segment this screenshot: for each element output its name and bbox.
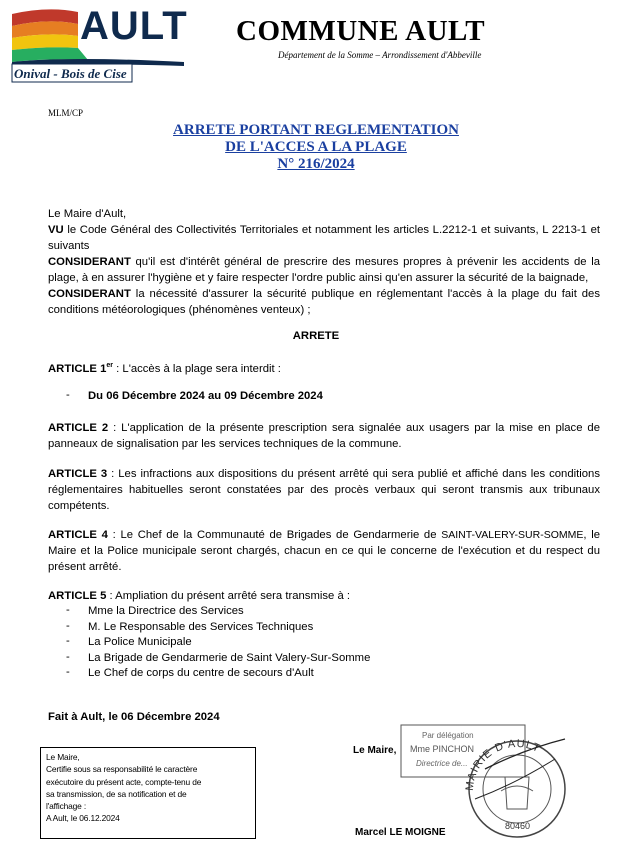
considerant-clause-1 <box>48 254 600 286</box>
place-name: SAINT-VALERY-SUR-SOMME <box>441 529 584 541</box>
article-label: ARTICLE 1 <box>48 362 107 375</box>
list-dash: - <box>66 604 70 616</box>
document-title-line-1: ARRETE PORTANT REGLEMENTATION <box>173 122 459 138</box>
article-4 <box>48 527 600 575</box>
document-number: N° 216/2024 <box>277 156 355 172</box>
box-line: l'affichage : <box>46 801 87 812</box>
considerant-clause-2 <box>48 286 600 318</box>
recipient-item: Le Chef de corps du centre de secours d'Ault <box>88 667 314 679</box>
vu-text: le Code Général des Collectivités Territoriales et notamment les articles L.2212-1 et suivants, L 2213-1 et suivants <box>48 224 600 252</box>
box-line: Certifie sous sa responsabilité le caractère <box>46 764 198 775</box>
article-text: : L'application de la présente prescription sera signalée aux usagers par la mise en place de panneaux de signalisation par les services techniques de la commune. <box>48 422 600 450</box>
article-superscript: er <box>106 362 113 369</box>
svg-text:MAIRIE D'AULT: MAIRIE D'AULT <box>463 737 543 792</box>
box-line: A Ault, le 06.12.2024 <box>46 813 120 824</box>
svg-text:Directrice de...: Directrice de... <box>416 759 468 768</box>
mairie-seal <box>455 729 575 841</box>
preamble <box>48 206 600 318</box>
article-text: : Le Chef de la Communauté de Brigades de Gendarmerie de <box>107 529 442 541</box>
article-text: : Ampliation du présent arrêté sera transmise à : <box>106 590 351 602</box>
recipient-item: Mme la Directrice des Services <box>88 605 244 617</box>
article-label: ARTICLE 2 <box>48 422 109 434</box>
logo-wordmark: AULT <box>80 4 188 48</box>
reference-code: MLM/CP <box>48 108 84 118</box>
recipient-item: La Brigade de Gendarmerie de Saint Valery-Sur-Somme <box>88 652 371 664</box>
document-title-line-2: DE L'ACCES A LA PLAGE <box>225 139 407 155</box>
mayor-label: Le Maire, <box>353 745 397 756</box>
article-5 <box>48 588 600 604</box>
svg-text:80460: 80460 <box>505 821 531 831</box>
signatory-name: Marcel LE MOIGNE <box>355 827 446 838</box>
executory-certification-box <box>40 747 256 839</box>
closure-dates: Du 06 Décembre 2024 au 09 Décembre 2024 <box>88 390 323 402</box>
list-dash: - <box>66 620 70 632</box>
considerant-label: CONSIDERANT <box>48 256 131 268</box>
article-label: ARTICLE 5 <box>48 590 107 602</box>
svg-text:Mme PINCHON: Mme PINCHON <box>410 744 475 754</box>
article-text: : Les infractions aux dispositions du présent arrêté qui sera publié et affiché dans les conditions réglementaires habituelles seront constatées par des procès verbaux qui seront transmis aux tribunaux compétents. <box>48 468 600 512</box>
arrete-heading: ARRETE <box>292 330 340 342</box>
vu-clause <box>48 222 600 254</box>
vu-label: VU <box>48 224 64 236</box>
considerant-text: qu'il est d'intérêt général de prescrire des mesures propres à prévenir les accidents de la plage, à en assurer l'hygiène et y faire respecter l'ordre public ainsi qu'en assurer la sécurité de la baignade, <box>48 256 600 284</box>
considerant-text: la nécessité d'assurer la sécurité publique en réglementant l'accès à la plage du fait des conditions météorologiques (phénomènes venteux) ; <box>48 288 600 316</box>
article-label: ARTICLE 3 <box>48 468 108 480</box>
article-1 <box>48 358 600 377</box>
article-2 <box>48 420 600 452</box>
logo-subtitle: Onival - Bois de Cise <box>14 66 127 81</box>
list-dash: - <box>66 666 70 678</box>
article-text: , le Maire et la Police municipale seront chargés, chacun en ce qui le concerne de l'exécution et du respect du présent arrêté. <box>48 529 600 573</box>
considerant-label: CONSIDERANT <box>48 288 131 300</box>
department-line: Département de la Somme – Arrondissement d'Abbeville <box>278 50 482 60</box>
box-line: exécutoire du présent acte, compte-tenu de <box>46 776 202 787</box>
signed-at-date: Fait à Ault, le 06 Décembre 2024 <box>48 711 220 723</box>
list-dash: - <box>66 389 70 401</box>
commune-title: COMMUNE AULT <box>236 15 486 47</box>
svg-text:Par délégation: Par délégation <box>422 731 474 740</box>
list-dash: - <box>66 651 70 663</box>
article-3 <box>48 466 600 514</box>
article-text: : L'accès à la plage sera interdit : <box>113 362 281 375</box>
recipient-item: M. Le Responsable des Services Techniques <box>88 621 314 633</box>
article-label: ARTICLE 4 <box>48 529 108 541</box>
recipient-item: La Police Municipale <box>88 636 192 648</box>
box-line: Le Maire, <box>46 752 80 762</box>
box-line: sa transmission, de sa notification et de <box>46 788 187 799</box>
list-dash: - <box>66 635 70 647</box>
opening-line: Le Maire d'Ault, <box>48 208 127 220</box>
